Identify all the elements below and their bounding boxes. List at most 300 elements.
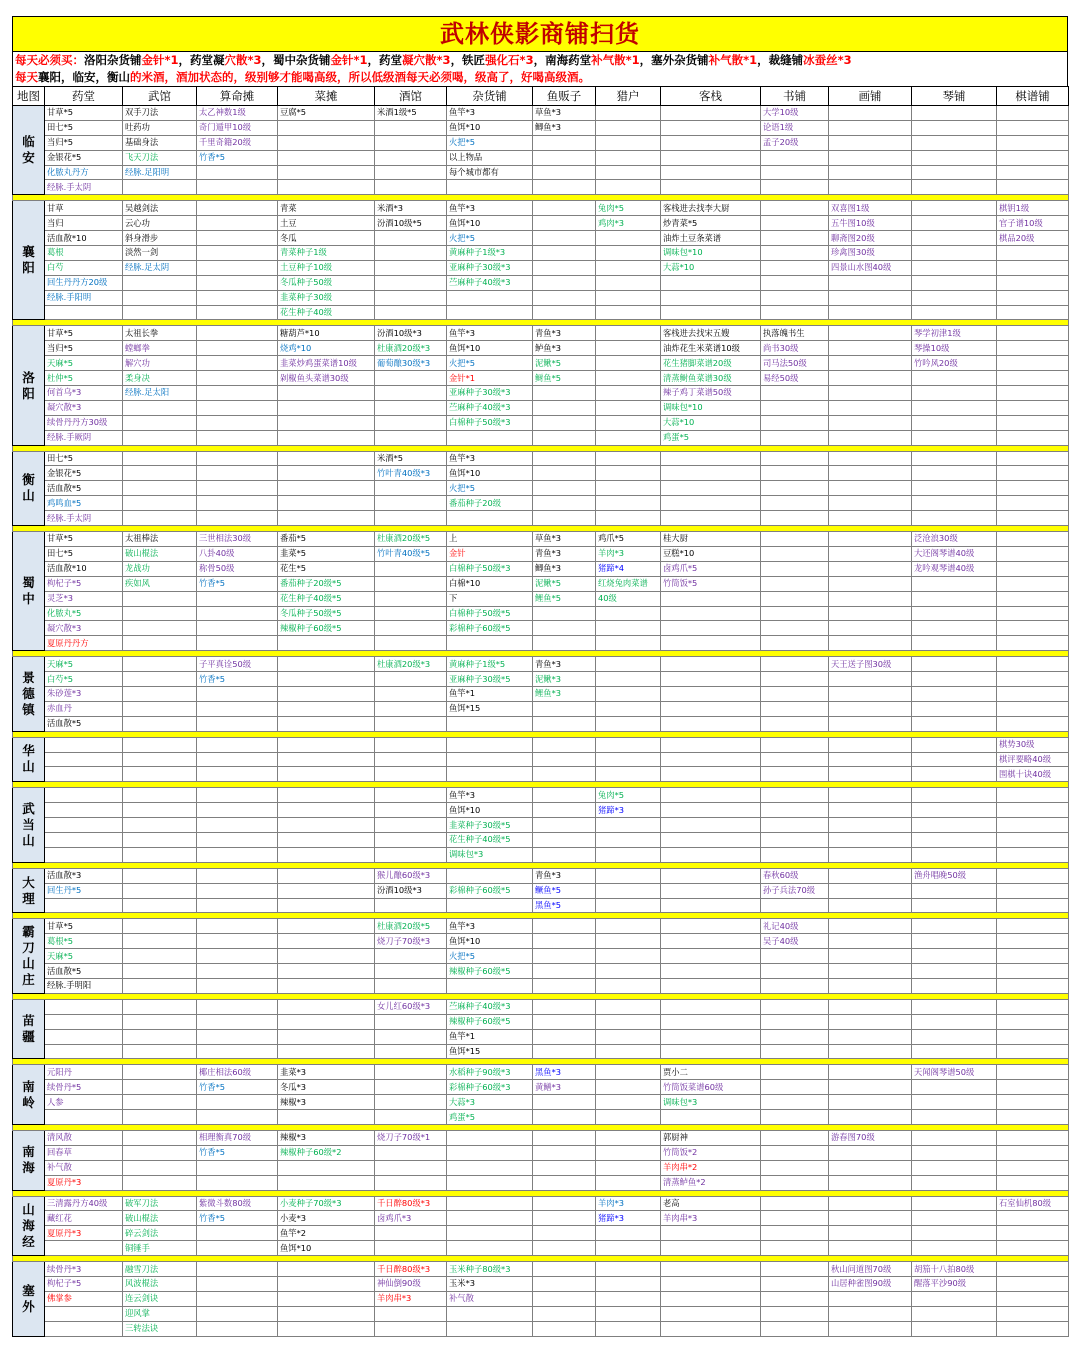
item-cell — [661, 305, 761, 320]
item-cell — [375, 1080, 447, 1095]
item-cell — [829, 451, 912, 466]
item-cell: 杜康酒20级*5 — [375, 532, 447, 547]
item-cell: 白棉*10 — [447, 576, 533, 591]
item-cell — [45, 1029, 123, 1044]
item-cell — [533, 847, 596, 862]
item-cell — [829, 767, 912, 782]
item-cell — [375, 1065, 447, 1080]
column-header: 菜摊 — [278, 87, 375, 106]
notice-segment: ，药堂 — [367, 53, 403, 67]
item-cell — [661, 818, 761, 833]
item-cell — [661, 868, 761, 883]
item-cell — [997, 180, 1069, 195]
item-cell — [596, 701, 661, 716]
item-cell — [123, 400, 197, 415]
item-cell — [596, 1291, 661, 1306]
item-cell: 椰庄相法60级 — [197, 1065, 278, 1080]
item-cell — [829, 120, 912, 135]
table-row — [13, 260, 1069, 275]
item-cell — [997, 165, 1069, 180]
item-cell: 鱼竿*1 — [447, 686, 533, 701]
item-cell — [761, 1262, 829, 1277]
item-cell — [278, 1029, 375, 1044]
item-cell: 米酒*5 — [375, 451, 447, 466]
item-cell — [197, 832, 278, 847]
item-cell — [278, 430, 375, 445]
item-cell — [278, 636, 375, 651]
table-row — [13, 898, 1069, 913]
item-cell — [447, 716, 533, 731]
item-cell: 油炸土豆条菜谱 — [661, 231, 761, 246]
item-cell: 清风散 — [45, 1131, 123, 1146]
item-cell — [197, 788, 278, 803]
item-cell — [829, 949, 912, 964]
item-cell — [912, 1306, 997, 1321]
item-cell — [912, 1196, 997, 1211]
item-cell — [661, 150, 761, 165]
item-cell: 青菜种子1级 — [278, 246, 375, 261]
item-cell — [661, 672, 761, 687]
item-cell — [278, 737, 375, 752]
item-cell: 疾如风 — [123, 576, 197, 591]
item-cell — [533, 1277, 596, 1292]
item-cell — [197, 430, 278, 445]
item-cell — [197, 1175, 278, 1190]
item-cell: 孙子兵法70级 — [761, 883, 829, 898]
item-cell — [375, 788, 447, 803]
item-cell — [533, 415, 596, 430]
item-cell: 棋钥1级 — [997, 201, 1069, 216]
item-cell: 竹筒饭菜谱60级 — [661, 1080, 761, 1095]
item-cell — [829, 1145, 912, 1160]
item-cell — [829, 576, 912, 591]
item-cell — [912, 934, 997, 949]
item-cell — [375, 898, 447, 913]
item-cell — [447, 1211, 533, 1226]
item-cell — [375, 561, 447, 576]
item-cell — [596, 999, 661, 1014]
item-cell: 活血散*10 — [45, 561, 123, 576]
item-cell — [997, 1175, 1069, 1190]
item-cell — [596, 400, 661, 415]
item-cell — [596, 621, 661, 636]
item-cell: 水稻种子90级*3 — [447, 1065, 533, 1080]
column-header: 杂货铺 — [447, 87, 533, 106]
item-cell — [829, 832, 912, 847]
item-cell: 斜身滑步 — [123, 231, 197, 246]
item-cell — [197, 737, 278, 752]
item-cell: 补气散 — [45, 1160, 123, 1175]
item-cell — [997, 400, 1069, 415]
item-cell: 龙吟观琴谱40级 — [912, 561, 997, 576]
column-header: 地图 — [13, 87, 45, 106]
item-cell — [997, 1110, 1069, 1125]
item-cell — [829, 1080, 912, 1095]
item-cell: 活血散*3 — [45, 868, 123, 883]
item-cell — [123, 636, 197, 651]
item-cell: 鸡鸣血*5 — [45, 496, 123, 511]
item-cell: 双手刀法 — [123, 106, 197, 121]
item-cell: 鲤鱼*3 — [533, 686, 596, 701]
item-cell — [596, 1321, 661, 1336]
region-label: 衡山 — [22, 472, 35, 504]
item-cell — [997, 1044, 1069, 1059]
item-cell — [197, 978, 278, 993]
item-cell — [912, 591, 997, 606]
item-cell — [912, 400, 997, 415]
item-cell — [197, 898, 278, 913]
item-cell — [997, 832, 1069, 847]
item-cell — [596, 919, 661, 934]
item-cell — [761, 767, 829, 782]
item-cell: 相理衡真70级 — [197, 1131, 278, 1146]
item-cell — [197, 481, 278, 496]
item-cell: 羊肉*3 — [596, 546, 661, 561]
table-row — [13, 591, 1069, 606]
item-cell — [829, 752, 912, 767]
item-cell — [123, 1095, 197, 1110]
table-row — [13, 934, 1069, 949]
item-cell — [912, 898, 997, 913]
item-cell — [533, 1196, 596, 1211]
item-cell — [829, 546, 912, 561]
item-cell — [761, 621, 829, 636]
item-cell: 鱼饵*10 — [447, 341, 533, 356]
table-row — [13, 1277, 1069, 1292]
item-cell: 田七*5 — [45, 451, 123, 466]
table-row — [13, 657, 1069, 672]
item-cell: 彩棉种子60级*5 — [447, 621, 533, 636]
item-cell — [761, 415, 829, 430]
item-cell — [45, 1241, 123, 1256]
item-cell — [661, 511, 761, 526]
item-cell: 番茄种子20级 — [447, 496, 533, 511]
item-cell — [912, 305, 997, 320]
item-cell — [45, 832, 123, 847]
item-cell — [912, 120, 997, 135]
item-cell — [997, 430, 1069, 445]
item-cell — [123, 1131, 197, 1146]
item-cell: 辣椒种子60级*2 — [278, 1145, 375, 1160]
item-cell — [761, 1306, 829, 1321]
item-cell — [997, 135, 1069, 150]
item-cell — [278, 832, 375, 847]
item-cell: 玉米种子80级*3 — [447, 1262, 533, 1277]
item-cell: 鱼竿*3 — [447, 788, 533, 803]
table-row — [13, 1226, 1069, 1241]
item-cell — [997, 371, 1069, 386]
region-label: 武当山 — [22, 801, 35, 849]
item-cell: 尚书30级 — [761, 341, 829, 356]
item-cell: 云心功 — [123, 216, 197, 231]
item-cell — [197, 341, 278, 356]
column-header: 酒馆 — [375, 87, 447, 106]
region-name — [13, 326, 45, 445]
item-cell — [661, 591, 761, 606]
item-cell — [447, 978, 533, 993]
item-cell — [278, 686, 375, 701]
table-row — [13, 120, 1069, 135]
item-cell — [912, 657, 997, 672]
item-cell: 枸杞子*5 — [45, 1277, 123, 1292]
item-cell — [533, 305, 596, 320]
item-cell — [912, 415, 997, 430]
table-row — [13, 1110, 1069, 1125]
notice-segment: ，药堂凝 — [178, 53, 225, 67]
item-cell — [997, 326, 1069, 341]
item-cell — [596, 716, 661, 731]
item-cell: 火把*5 — [447, 356, 533, 371]
item-cell: 千日醉80级*3 — [375, 1196, 447, 1211]
item-cell — [533, 180, 596, 195]
item-cell: 龙战功 — [123, 561, 197, 576]
item-cell — [997, 246, 1069, 261]
item-cell: 当归 — [45, 216, 123, 231]
item-cell — [197, 216, 278, 231]
item-cell — [375, 818, 447, 833]
table-row — [13, 216, 1069, 231]
item-cell: 醒落平沙90级 — [912, 1277, 997, 1292]
item-cell — [278, 803, 375, 818]
item-cell — [596, 106, 661, 121]
item-cell: 花生种子40级*5 — [447, 832, 533, 847]
item-cell — [596, 1095, 661, 1110]
item-cell: 老高 — [661, 1196, 761, 1211]
item-cell — [123, 1014, 197, 1029]
item-cell — [829, 326, 912, 341]
item-cell — [375, 150, 447, 165]
item-cell — [829, 1110, 912, 1125]
item-cell — [661, 686, 761, 701]
item-cell — [761, 1241, 829, 1256]
item-cell — [912, 451, 997, 466]
item-cell — [123, 290, 197, 305]
item-cell — [761, 1291, 829, 1306]
item-cell — [912, 621, 997, 636]
table-row — [13, 201, 1069, 216]
item-cell — [997, 496, 1069, 511]
item-cell — [997, 1277, 1069, 1292]
item-cell: 贾小二 — [661, 1065, 761, 1080]
table-row — [13, 246, 1069, 261]
item-cell: 棋评要略40级 — [997, 752, 1069, 767]
item-cell — [761, 180, 829, 195]
item-cell — [197, 371, 278, 386]
item-cell — [123, 701, 197, 716]
column-header: 棋谱铺 — [997, 87, 1069, 106]
item-cell — [197, 701, 278, 716]
item-cell: 40级 — [596, 591, 661, 606]
region-label: 苗疆 — [22, 1013, 35, 1045]
region-name — [13, 999, 45, 1059]
item-cell — [596, 415, 661, 430]
item-cell: 破军刀法 — [123, 1196, 197, 1211]
item-cell — [45, 1044, 123, 1059]
item-cell — [447, 868, 533, 883]
notice-segment: ，塞外杂货铺 — [639, 53, 709, 67]
item-cell — [197, 686, 278, 701]
item-cell — [197, 716, 278, 731]
item-cell: 解穴功 — [123, 356, 197, 371]
item-cell — [912, 106, 997, 121]
item-cell — [375, 415, 447, 430]
item-cell — [912, 832, 997, 847]
item-cell: 鸡蛋*5 — [447, 1110, 533, 1125]
region-name — [13, 201, 45, 320]
item-cell: 神仙倒90级 — [375, 1277, 447, 1292]
item-cell — [533, 701, 596, 716]
item-cell: 夏原丹丹方 — [45, 636, 123, 651]
item-cell — [761, 201, 829, 216]
item-cell — [123, 481, 197, 496]
item-cell — [829, 1095, 912, 1110]
item-cell — [197, 246, 278, 261]
item-cell — [912, 371, 997, 386]
item-cell: 吴子40级 — [761, 934, 829, 949]
item-cell: 冬瓜 — [278, 231, 375, 246]
table-row — [13, 1160, 1069, 1175]
item-cell: 油炸花生米菜谱10级 — [661, 341, 761, 356]
table-row — [13, 949, 1069, 964]
item-cell — [829, 1291, 912, 1306]
item-cell — [375, 672, 447, 687]
item-cell — [123, 305, 197, 320]
item-cell — [829, 1306, 912, 1321]
item-cell — [533, 481, 596, 496]
item-cell — [447, 636, 533, 651]
region-label: 襄阳 — [22, 244, 35, 276]
item-cell — [533, 934, 596, 949]
item-cell: 苎麻种子40级*3 — [447, 275, 533, 290]
shop-guide-sheet — [12, 16, 1068, 1337]
item-cell — [661, 934, 761, 949]
item-cell — [45, 1306, 123, 1321]
item-cell: 竹叶青40级*3 — [375, 466, 447, 481]
item-cell — [997, 1291, 1069, 1306]
item-cell — [197, 934, 278, 949]
item-cell — [447, 1175, 533, 1190]
item-cell: 韭菜*3 — [278, 1065, 375, 1080]
item-cell: 金针*1 — [447, 371, 533, 386]
item-cell — [761, 1044, 829, 1059]
item-cell — [997, 978, 1069, 993]
item-cell: 甘草*5 — [45, 326, 123, 341]
item-cell: 红烧兔肉菜谱 — [596, 576, 661, 591]
region-label: 霸刀山庄 — [22, 924, 35, 988]
item-cell — [829, 1196, 912, 1211]
item-cell: 子平真诠50级 — [197, 657, 278, 672]
item-cell: 糖葫芦*10 — [278, 326, 375, 341]
item-cell — [596, 767, 661, 782]
item-cell — [197, 1029, 278, 1044]
item-cell: 泥鳅*3 — [533, 672, 596, 687]
item-cell: 经脉.手太阴 — [45, 180, 123, 195]
item-cell — [278, 999, 375, 1014]
item-cell — [997, 672, 1069, 687]
item-cell — [278, 1160, 375, 1175]
item-cell — [123, 415, 197, 430]
item-cell — [278, 1291, 375, 1306]
item-cell — [123, 1160, 197, 1175]
item-cell — [596, 1110, 661, 1125]
table-row — [13, 430, 1069, 445]
item-cell — [761, 1014, 829, 1029]
item-cell — [761, 275, 829, 290]
item-cell — [661, 949, 761, 964]
item-cell — [661, 1029, 761, 1044]
item-cell — [375, 1175, 447, 1190]
item-cell — [278, 120, 375, 135]
item-cell: 草鱼*3 — [533, 106, 596, 121]
item-cell — [197, 305, 278, 320]
item-cell — [761, 1080, 829, 1095]
column-header: 书铺 — [761, 87, 829, 106]
item-cell — [596, 964, 661, 979]
item-cell: 客栈进去找李大厨 — [661, 201, 761, 216]
table-row — [13, 847, 1069, 862]
item-cell — [197, 1095, 278, 1110]
item-cell: 番茄种子20级*5 — [278, 576, 375, 591]
item-cell — [661, 847, 761, 862]
item-cell: 剁椒鱼头菜谱30级 — [278, 371, 375, 386]
item-cell — [533, 1014, 596, 1029]
shop-table — [12, 86, 1069, 1337]
item-cell — [533, 150, 596, 165]
table-row — [13, 150, 1069, 165]
item-cell: 棋势30级 — [997, 737, 1069, 752]
item-cell: 鸡肉*3 — [596, 216, 661, 231]
table-row — [13, 818, 1069, 833]
table-row — [13, 1306, 1069, 1321]
item-cell — [761, 847, 829, 862]
item-cell — [447, 898, 533, 913]
item-cell — [533, 1306, 596, 1321]
item-cell — [197, 415, 278, 430]
item-cell: 青鱼*3 — [533, 657, 596, 672]
item-cell — [533, 919, 596, 934]
item-cell: 花生*5 — [278, 561, 375, 576]
item-cell — [447, 430, 533, 445]
item-cell — [45, 803, 123, 818]
item-cell — [912, 1241, 997, 1256]
item-cell: 竹叶青40级*5 — [375, 546, 447, 561]
item-cell — [829, 1241, 912, 1256]
item-cell — [123, 964, 197, 979]
item-cell — [278, 481, 375, 496]
item-cell — [997, 883, 1069, 898]
item-cell: 金银花*5 — [45, 466, 123, 481]
item-cell — [912, 1226, 997, 1241]
item-cell: 司马法50级 — [761, 356, 829, 371]
item-cell — [123, 919, 197, 934]
item-cell — [375, 1095, 447, 1110]
item-cell — [661, 165, 761, 180]
item-cell — [661, 106, 761, 121]
item-cell: 活血散*5 — [45, 481, 123, 496]
table-row — [13, 1262, 1069, 1277]
item-cell — [997, 1080, 1069, 1095]
item-cell — [912, 964, 997, 979]
item-cell — [197, 260, 278, 275]
item-cell — [661, 657, 761, 672]
item-cell — [661, 1241, 761, 1256]
item-cell — [197, 999, 278, 1014]
item-cell: 化脓丸*5 — [45, 606, 123, 621]
item-cell — [761, 165, 829, 180]
item-cell — [533, 400, 596, 415]
item-cell: 葡萄酿30级*3 — [375, 356, 447, 371]
region-name — [13, 657, 45, 731]
